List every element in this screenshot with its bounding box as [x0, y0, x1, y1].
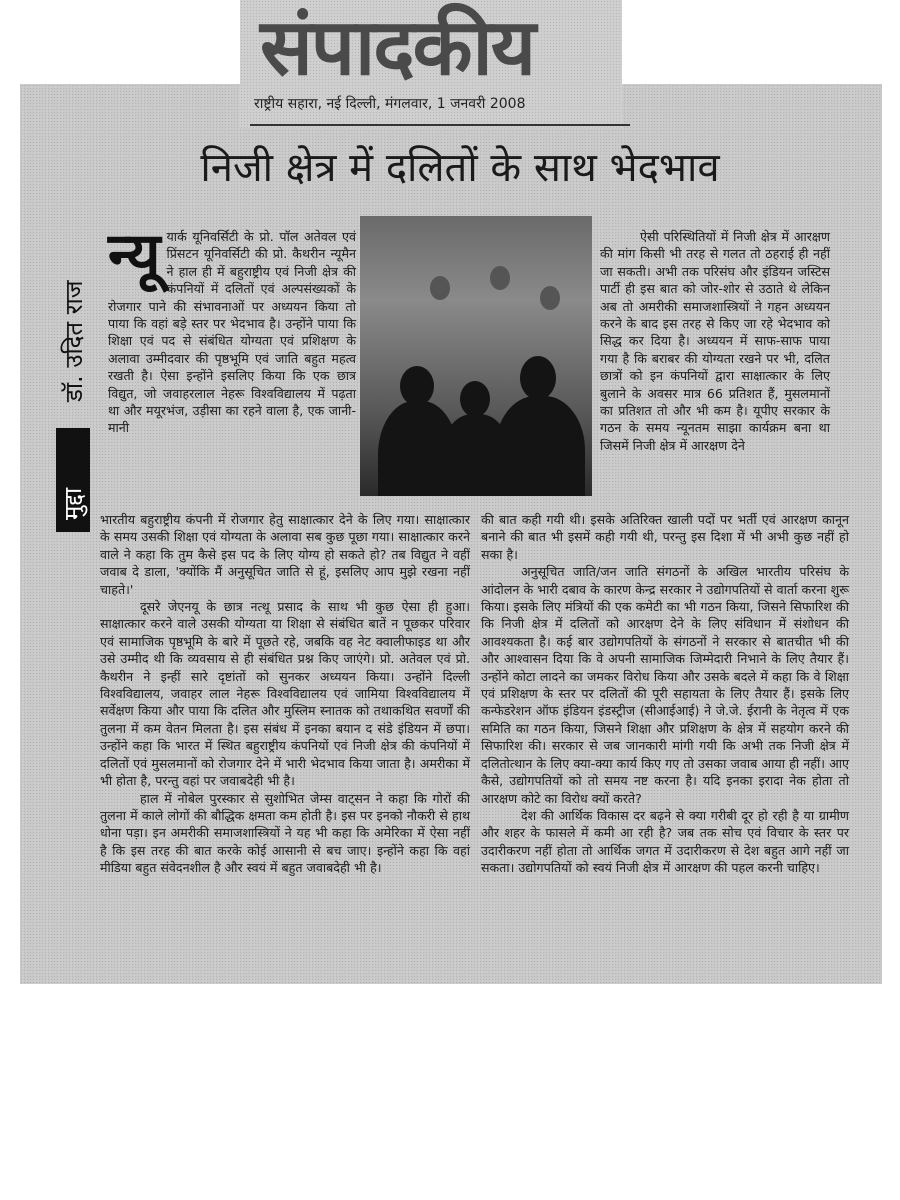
left-paragraph-3: हाल में नोबेल पुरस्कार से सुशोभित जेम्स वाट्सन ने कहा कि गोरों की तुलना में काले लोगों की बौद्धिक क्षमता कम होती है। इस पर इनको नौकरी से हाथ धोना पड़ा। इन अमरीकी समाजशास्त्रियों ने यह भी कहा कि अमेरिका में ऐसा नहीं है कि इस तरह की बात करके कोई आसानी से बच जाए। इन्होंने कहा कि वहां मीडिया बहुत संवेदनशील है और स्वयं में बहुत जवाबदेही भी है। — [100, 790, 470, 876]
right-paragraph-2: अनुसूचित जाति/जन जाति संगठनों के अखिल भारतीय परिसंघ के आंदोलन के भारी दबाव के कारण केन्द्र सरकार ने उद्योगपतियों से वार्ता करना शुरू किया। इसके लिए मंत्रियों की एक कमेटी का भी गठन किया, जिसने सिफारिश की कि निजी क्षेत्र में दलितों को आरक्षण देने के लिए संविधान में संशोधन की आवश्यकता है। कई बार उद्योगपतियों के संगठनों ने सरकार से बातचीत भी की और आश्वासन दिया कि वे अपनी सामाजिक जिम्मेदारी निभाने के लिए तैयार हैं। उन्होंने कोटा लादने का जमकर विरोध किया और उसके बदले में कहा कि वे शिक्षा एवं प्रशिक्षण के स्तर पर दलितों की पूरी सहायता के लिए तैयार हैं। इसके लिए कन्फेडरेशन ऑफ इंडियन इंडस्ट्रीज (सीआईआई) ने जे.जे. ईरानी के नेतृत्व में एक समिति का गठन किया, जिसने शिक्षा और प्रशिक्षण के क्षेत्र में सहयोग करने की सिफारिश की। सरकार से जब जानकारी मांगी गयी कि अभी तक निजी क्षेत्र में दलितोत्थान के लिए क्या-क्या कार्य किए गए तो उसका जवाब आया ही नहीं। आए कैसे, उद्योगपतियों को तो समय नष्ट करना है। यदि इनका इरादा नेक होता तो आरक्षण कोटे का विरोध क्यों करते? — [481, 564, 849, 806]
left-main-column — [100, 511, 470, 877]
left-intro-column — [108, 220, 356, 437]
left-continued-paragraph: भारतीय बहुराष्ट्रीय कंपनी में रोजगार हेतु साक्षात्कार देने के लिए गया। साक्षात्कार के समय उसकी शिक्षा एवं योग्यता के अलावा सब कुछ पूछा गया। साक्षात्कार करने वाले ने कहा कि तुम कैसे इस पद के लिए योग्य हो सकते हो? तब विद्युत ने वहीं जवाब दे डाला, 'क्योंकि मैं अनुसूचित जाति से हूं, इसलिए आप मुझे रखना नहीं चाहते।' — [100, 512, 470, 597]
right-main-column — [481, 511, 849, 877]
right-continued-paragraph: की बात कही गयी थी। इसके अतिरिक्त खाली पदों पर भर्ती एवं आरक्षण कानून बनाने की बात भी इसमें कही गयी थी, परन्तु इस दिशा में भी अभी कुछ नहीं हो सका है। — [481, 512, 849, 562]
dateline: राष्ट्रीय सहारा, नई दिल्ली, मंगलवार, 1 जनवरी 2008 — [254, 96, 526, 112]
section-title: संपादकीय — [260, 3, 534, 93]
left-paragraph-2: दूसरे जेएनयू के छात्र नत्थू प्रसाद के साथ भी कुछ ऐसा ही हुआ। साक्षात्कार करने वाले उसकी योग्यता या शिक्षा से संबंधित बातें न पूछकर परिवार एवं सामाजिक पृष्ठभूमि के बारे में पूछते रहे, जबकि वह नेट क्वालीफाइड था और उसे उम्मीद थी कि व्यवसाय से ही संबंधित प्रश्न किए जाएंगे। प्रो. अतेवल एवं प्रो. कैथरीन ने इन्हीं सारे दृष्टांतों को सुनकर अध्ययन किया। उन्होंने दिल्ली विश्वविद्यालय, जवाहर लाल नेहरू विश्वविद्यालय एवं जामिया विश्वविद्यालय में सर्वेक्षण किया और पाया कि दलित और मुस्लिम स्नातक को तथाकथित सवर्णों की तुलना में कम वेतन मिलता है। इस संबंध में इनका बयान द संडे इंडियन में छपा। उन्होंने कहा कि भारत में स्थित बहुराष्ट्रीय कंपनियों एवं निजी क्षेत्र की कंपनियों में दलितों एवं मुसलमानों को रोजगार देने में भारी भेदभाव किया जाता है। अमरीका में भी होता है, परन्तु वहां पर जवाबदेही भी है। — [100, 599, 470, 789]
right-paragraph-3: देश की आर्थिक विकास दर बढ़ने से क्या गरीबी दूर हो रही है या ग्रामीण और शहर के फासले में कमी आ रही है? जब तक सोच एवं विचार के स्तर पर उदारीकरण नहीं होता तो आर्थिक जगत में उदारीकरण से देश बहुत आगे नहीं जा सकता। उद्योगपतियों को स्वयं निजी क्षेत्र में आरक्षण की पहल करनी चाहिए। — [481, 807, 849, 876]
author-byline: डॉ. उदित राज — [60, 280, 88, 402]
article-headline: निजी क्षेत्र में दलितों के साथ भेदभाव — [200, 145, 720, 191]
intro-paragraph: यार्क यूनिवर्सिटी के प्रो. पॉल अतेवल एवं प्रिंसटन यूनिवर्सिटी की प्रो. कैथरीन न्यूमैन ने हाल ही में बहुराष्ट्रीय एवं निजी क्षेत्र की कंपनियों में दलितों एवं अल्पसंख्यकों के रोजगार पाने की संभावनाओं पर अध्ययन किया तो पाया कि वहां बड़े स्तर पर भेदभाव है। उन्होंने पाया कि शिक्षा एवं पद से संबंधित योग्यता एवं प्रशिक्षण के अलावा उम्मीदवार की पृष्ठभूमि एवं जाति बहुत महत्व रखती है। ऐसा इन्होंने इसलिए किया कि एक छात्र विद्युत, जो जवाहरलाल नेहरू विश्वविद्यालय में पढ़ता था और मयूरभंज, उड़ीसा का रहने वाला है, एक जानी-मानी — [108, 229, 356, 436]
drop-cap: न्यू — [108, 220, 161, 290]
column-tag: मुद्दा — [56, 428, 90, 532]
right-intro-column — [600, 228, 830, 454]
crowd-silhouette-photo — [360, 216, 592, 496]
right-intro-paragraph: ऐसी परिस्थितियों में निजी क्षेत्र में आरक्षण की मांग किसी भी तरह से गलत तो ठहराई ही नहीं जा सकती। अभी तक परिसंघ और इंडियन जस्टिस पार्टी ही इस बात को जोर-शोर से उठाते थे लेकिन अब तो अमरीकी समाजशास्त्रियों ने गहन अध्ययन करने के बाद इस तरह से किए जा रहे भेदभाव को सिद्ध कर दिया है। अध्ययन में साफ-साफ पाया गया है कि बराबर की योग्यता रखने पर भी, दलित छात्रों को इन कंपनियों द्वारा साक्षात्कार के लिए बुलाने के अवसर मात्र 66 प्रतिशत हैं, मुसलमानों का प्रतिशत तो और भी कम है। यूपीए सरकार के गठन के समय न्यूनतम साझा कार्यक्रम बना था जिसमें निजी क्षेत्र में आरक्षण देने — [600, 229, 830, 453]
masthead — [240, 0, 622, 128]
masthead-rule — [250, 124, 630, 126]
